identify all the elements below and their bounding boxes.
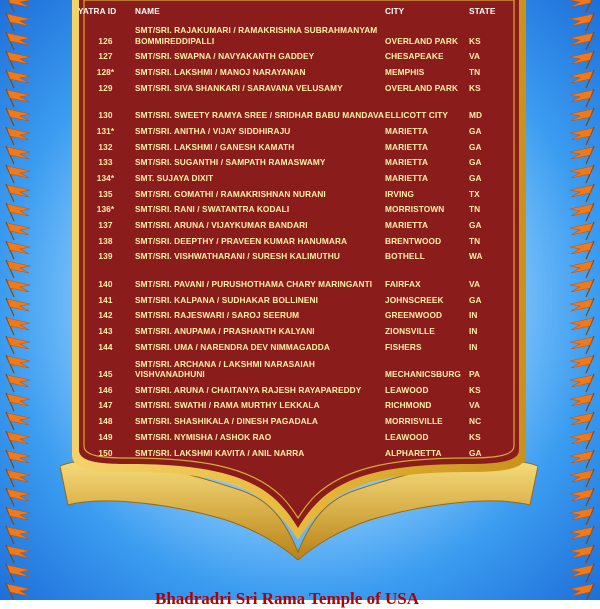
cell-name: SMT/SRI. RAJESWARI / SAROJ SEERUM — [135, 310, 300, 321]
cell-state: IN — [469, 310, 478, 321]
cell-state: KS — [469, 384, 481, 395]
flag-icon — [570, 32, 594, 50]
table-row — [76, 443, 504, 459]
cell-state: GA — [469, 294, 482, 305]
cell-name: SMT/SRI. VISHWATHARANI / SURESH KALIMUTHU — [135, 251, 340, 262]
cell-name: SMT/SRI. RAJAKUMARI / RAMAKRISHNA SUBRAHMANYAM BOMMIREDDIPALLI — [135, 25, 378, 46]
flag-icon — [6, 412, 30, 430]
cell-city: LEAWOOD — [385, 431, 429, 442]
cell-name: SMT/SRI. ANUPAMA / PRASHANTH KALYANI — [135, 325, 315, 336]
table-header-row — [76, 4, 504, 19]
table-row — [76, 231, 504, 247]
flag-icon — [570, 412, 594, 430]
flag-icon — [6, 469, 30, 487]
flag-icon — [6, 545, 30, 563]
cell-name: SMT/SRI. SWAPNA / NAVYAKANTH GADDEY — [135, 51, 315, 62]
cell-yatra-id: 135 — [98, 188, 113, 199]
cell-city: ALPHARETTA — [385, 447, 442, 458]
table-row — [76, 152, 504, 168]
cell-name: SMT/SRI. DEEPTHY / PRAVEEN KUMAR HANUMARA — [135, 235, 348, 246]
cell-yatra-id: 130 — [98, 110, 113, 121]
cell-name: SMT/SRI. SWEETY RAMYA SREE / SRIDHAR BABU MANDAVA — [135, 110, 385, 121]
cell-state: KS — [469, 431, 481, 442]
flag-icon — [570, 89, 594, 107]
flag-icon — [6, 241, 30, 259]
flag-icon — [570, 184, 594, 202]
cell-state: TN — [469, 235, 481, 246]
cell-yatra-id: 150 — [98, 447, 113, 458]
cell-city: ZIONSVILLE — [385, 325, 435, 336]
flag-icon — [6, 526, 30, 544]
flag-icon — [570, 317, 594, 335]
cell-city: OVERLAND PARK — [385, 82, 459, 93]
cell-yatra-id: 144 — [98, 341, 113, 352]
cell-name: SMT/SRI. NYMISHA / ASHOK RAO — [135, 431, 272, 442]
cell-name: SMT/SRI. PAVANI / PURUSHOTHAMA CHARY MARINGANTI — [135, 278, 373, 289]
cell-yatra-id: 139 — [98, 251, 113, 262]
cell-city: RICHMOND — [385, 400, 432, 411]
cell-city: GREENWOOD — [385, 310, 443, 321]
table-row — [76, 62, 504, 78]
flag-icon — [570, 51, 594, 69]
cell-state: IN — [469, 341, 478, 352]
flag-icon — [570, 507, 594, 525]
flag-icon — [570, 374, 594, 392]
flag-icon — [6, 336, 30, 354]
cell-city: CHESAPEAKE — [385, 51, 444, 62]
cell-state: VA — [469, 51, 481, 62]
flag-icon — [6, 184, 30, 202]
table-row — [76, 396, 504, 412]
cell-city: MEMPHIS — [385, 66, 425, 77]
table-row — [76, 380, 504, 396]
flag-icon — [570, 583, 594, 600]
cell-name: SMT/SRI. SUGANTHI / SAMPATH RAMASWAMY — [135, 157, 326, 168]
flag-icon — [570, 260, 594, 278]
flag-icon — [570, 165, 594, 183]
flag-icon — [570, 469, 594, 487]
flag-icon — [6, 222, 30, 240]
flag-icon — [570, 336, 594, 354]
cell-name: SMT/SRI. KALPANA / SUDHAKAR BOLLINENI — [135, 294, 319, 305]
flag-icon — [6, 279, 30, 297]
cell-yatra-id: 133 — [98, 157, 113, 168]
flag-icon — [6, 51, 30, 69]
cell-yatra-id: 149 — [98, 431, 113, 442]
flag-icon — [570, 222, 594, 240]
cell-city: JOHNSCREEK — [385, 294, 444, 305]
table-row — [76, 94, 504, 122]
cell-city: OVERLAND PARK — [385, 35, 459, 46]
flag-icon — [6, 507, 30, 525]
cell-name: SMT/SRI. SWATHI / RAMA MURTHY LEKKALA — [135, 400, 320, 411]
flag-icon — [570, 279, 594, 297]
flag-icon — [570, 241, 594, 259]
cell-state: IN — [469, 325, 478, 336]
flag-icon — [6, 32, 30, 50]
cell-state: WA — [469, 251, 483, 262]
cell-yatra-id: 137 — [98, 219, 113, 230]
cell-name: SMT/SRI. GOMATHI / RAMAKRISHNAN NURANI — [135, 188, 326, 199]
table-row — [76, 305, 504, 321]
cell-yatra-id: 131* — [96, 125, 115, 136]
cell-city: MORRISTOWN — [385, 204, 445, 215]
flag-icon — [6, 355, 30, 373]
cell-city: MARIETTA — [385, 125, 429, 136]
cell-city: BOTHELL — [385, 251, 425, 262]
cell-yatra-id: 146 — [98, 384, 113, 395]
flag-icon — [570, 108, 594, 126]
cell-city: MARIETTA — [385, 141, 429, 152]
flag-icon — [570, 127, 594, 145]
table-row — [76, 200, 504, 216]
cell-yatra-id: 140 — [98, 278, 113, 289]
flag-icon — [6, 298, 30, 316]
cell-yatra-id: 128* — [96, 66, 115, 77]
cell-city: ELLICOTT CITY — [385, 110, 449, 121]
flag-icon — [570, 564, 594, 582]
flag-icon — [570, 431, 594, 449]
table-row — [76, 78, 504, 94]
footer-temple-name: Bhadradri Sri Rama Temple of USA — [155, 589, 419, 608]
cell-yatra-id: 141 — [98, 294, 113, 305]
flag-icon — [570, 70, 594, 88]
header-state: STATE — [469, 6, 496, 17]
cell-state: GA — [469, 141, 482, 152]
cell-yatra-id: 136* — [96, 204, 115, 215]
header-name: NAME — [135, 6, 160, 17]
table-row — [76, 353, 504, 381]
flag-icon — [6, 70, 30, 88]
cell-state: GA — [469, 125, 482, 136]
table-row — [76, 184, 504, 200]
cell-yatra-id: 142 — [98, 310, 113, 321]
flag-icon — [570, 146, 594, 164]
flag-icon — [570, 298, 594, 316]
table-row — [76, 290, 504, 306]
cell-city: FAIRFAX — [385, 278, 421, 289]
cell-yatra-id: 147 — [98, 400, 113, 411]
cell-city: IRVING — [385, 188, 415, 199]
table-row — [76, 121, 504, 137]
cell-state: TN — [469, 204, 481, 215]
cell-name: SMT/SRI. RANI / SWATANTRA KODALI — [135, 204, 290, 215]
cell-state: TN — [469, 66, 481, 77]
flag-icon — [6, 488, 30, 506]
cell-city: MARIETTA — [385, 219, 429, 230]
cell-name: SMT/SRI. LAKSHMI / GANESH KAMATH — [135, 141, 295, 152]
cell-yatra-id: 148 — [98, 416, 113, 427]
cell-state: GA — [469, 219, 482, 230]
cell-yatra-id: 132 — [98, 141, 113, 152]
flag-icon — [6, 146, 30, 164]
cell-name: SMT/SRI. ARUNA / CHAITANYA RAJESH RAYAPAREDDY — [135, 384, 362, 395]
flag-icon — [6, 13, 30, 31]
cell-city: MARIETTA — [385, 172, 429, 183]
cell-name: SMT/SRI. LAKSHMI KAVITA / ANIL NARRA — [135, 447, 305, 458]
cell-state: GA — [469, 157, 482, 168]
cell-yatra-id: 129 — [98, 82, 113, 93]
flag-icon — [6, 450, 30, 468]
saffron-flags-icon — [0, 0, 36, 600]
flag-icon — [6, 127, 30, 145]
cell-state: KS — [469, 35, 481, 46]
flag-icon — [6, 393, 30, 411]
table-row — [76, 411, 504, 427]
cell-city: BRENTWOOD — [385, 235, 442, 246]
header-yatra-id: YATRA ID — [78, 6, 117, 17]
table-row — [76, 337, 504, 353]
cell-state: NC — [469, 416, 482, 427]
cell-name: SMT/SRI. SHASHIKALA / DINESH PAGADALA — [135, 416, 319, 427]
table-row — [76, 215, 504, 231]
cell-state: GA — [469, 447, 482, 458]
table-row — [76, 137, 504, 153]
flag-icon — [570, 450, 594, 468]
cell-state: VA — [469, 278, 481, 289]
table-row — [76, 427, 504, 443]
cell-yatra-id: 138 — [98, 235, 113, 246]
flag-icon — [6, 564, 30, 582]
cell-state: GA — [469, 172, 482, 183]
flag-icon — [6, 374, 30, 392]
cell-state: PA — [469, 369, 481, 380]
flag-icon — [6, 431, 30, 449]
table-row — [76, 321, 504, 337]
cell-state: MD — [469, 110, 483, 121]
flag-icon — [6, 165, 30, 183]
table-row — [76, 47, 504, 63]
table-row — [76, 262, 504, 290]
cell-name: SMT. SUJAYA DIXIT — [135, 172, 214, 183]
flag-icon — [570, 488, 594, 506]
flag-icon — [570, 13, 594, 31]
cell-name: SMT/SRI. ANITHA / VIJAY SIDDHIRAJU — [135, 125, 291, 136]
cell-state: TX — [469, 188, 480, 199]
cell-city: MORRISVILLE — [385, 416, 443, 427]
cell-yatra-id: 126 — [98, 35, 113, 46]
table-row — [76, 247, 504, 263]
cell-city: FISHERS — [385, 341, 422, 352]
cell-yatra-id: 145 — [98, 369, 113, 380]
cell-name: SMT/SRI. ARUNA / VIJAYKUMAR BANDARI — [135, 219, 308, 230]
flag-icon — [570, 203, 594, 221]
flag-icon — [570, 0, 594, 12]
saffron-flags-icon — [564, 0, 600, 600]
cell-name: SMT/SRI. SIVA SHANKARI / SARAVANA VELUSAMY — [135, 82, 343, 93]
cell-city: MARIETTA — [385, 157, 429, 168]
flag-icon — [6, 260, 30, 278]
flag-icon — [6, 583, 30, 600]
cell-name: SMT/SRI. LAKSHMI / MANOJ NARAYANAN — [135, 66, 306, 77]
cell-yatra-id: 143 — [98, 325, 113, 336]
cell-name: SMT/SRI. ARCHANA / LAKSHMI NARASAIAH VISHVANADHUNI — [135, 358, 315, 380]
cell-state: VA — [469, 400, 481, 411]
flag-icon — [6, 203, 30, 221]
cell-city: LEAWOOD — [385, 384, 429, 395]
left-flag-border — [0, 0, 36, 600]
flag-icon — [570, 545, 594, 563]
right-flag-border — [564, 0, 600, 600]
flag-icon — [6, 108, 30, 126]
cell-state: KS — [469, 82, 481, 93]
flag-icon — [570, 393, 594, 411]
flag-icon — [6, 0, 30, 12]
table-row — [76, 19, 504, 47]
flag-icon — [6, 317, 30, 335]
table-row — [76, 168, 504, 184]
cell-yatra-id: 127 — [98, 51, 113, 62]
header-city: CITY — [385, 6, 405, 17]
flag-icon — [6, 89, 30, 107]
cell-name: SMT/SRI. UMA / NARENDRA DEV NIMMAGADDA — [135, 341, 330, 352]
cell-city: MECHANICSBURG — [385, 369, 461, 380]
flag-icon — [570, 355, 594, 373]
flag-icon — [570, 526, 594, 544]
yatra-participants-table — [76, 4, 504, 458]
cell-yatra-id: 134* — [96, 172, 115, 183]
